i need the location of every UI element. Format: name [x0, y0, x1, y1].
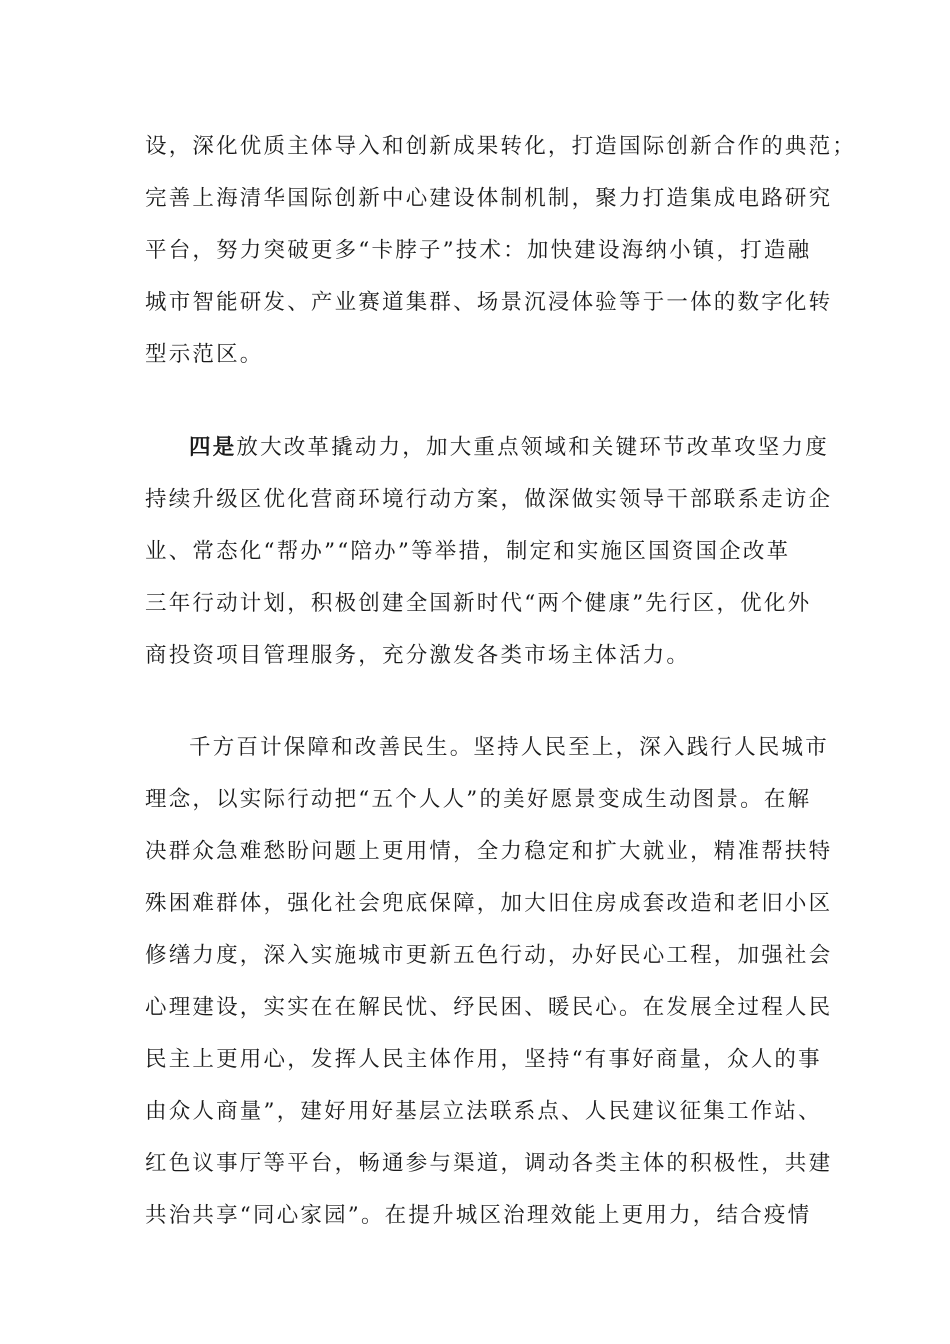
text-line: 平台，努力突破更多“卡脖子”技术：加快建设海纳小镇，打造融 [145, 238, 812, 263]
text-line: 持续升级区优化营商环境行动方案，做深做实领导干部联系走访企 [145, 487, 833, 512]
paragraph-livelihood [145, 722, 833, 1242]
text-line: 民主上更用心，发挥人民主体作用，坚持“有事好商量，众人的事 [145, 1047, 822, 1072]
text-line: 三年行动计划，积极创建全国新时代“两个健康”先行区，优化外 [145, 591, 812, 616]
text-line: 殊困难群体，强化社会兜底保障，加大旧住房成套改造和老旧小区 [145, 891, 833, 916]
text-line: 完善上海清华国际创新中心建设体制机制，聚力打造集成电路研究 [145, 186, 833, 211]
text-line: 修缮力度，深入实施城市更新五色行动，办好民心工程，加强社会 [145, 943, 833, 968]
text-line: 商投资项目管理服务，充分激发各类市场主体活力。 [145, 643, 691, 668]
text-line: 共治共享“同心家园”。在提升城区治理效能上更用力，结合疫情 [145, 1203, 812, 1228]
text-line: 型示范区。 [145, 342, 264, 367]
text-line: 由众人商量”，建好用好基层立法联系点、人民建议征集工作站、 [145, 1099, 822, 1124]
paragraph-lead: 四是 [189, 435, 237, 460]
text-line-rest: 放大改革撬动力，加大重点领域和关键环节改革攻坚力度 [236, 435, 829, 460]
text-line: 决群众急难愁盼问题上更用情，全力稳定和扩大就业，精准帮扶特 [145, 839, 833, 864]
text-line-first [145, 422, 829, 474]
text-line: 理念，以实际行动把“五个人人”的美好愿景变成生动图景。在解 [145, 787, 812, 812]
text-line: 城市智能研发、产业赛道集群、场景沉浸体验等于一体的数字化转 [145, 290, 833, 315]
text-line: 业、常态化“帮办”“陪办”等举措，制定和实施区国资国企改革 [145, 539, 791, 564]
paragraph-innovation [145, 121, 857, 381]
paragraph-reform [145, 422, 833, 682]
text-line: 千方百计保障和改善民生。坚持人民至上，深入践行人民城市 [189, 735, 829, 760]
text-line: 设，深化优质主体导入和创新成果转化，打造国际创新合作的典范； [145, 134, 857, 159]
text-line: 红色议事厅等平台，畅通参与渠道，调动各类主体的积极性，共建 [145, 1151, 833, 1176]
text-line: 心理建设，实实在在解民忧、纾民困、暖民心。在发展全过程人民 [145, 995, 833, 1020]
